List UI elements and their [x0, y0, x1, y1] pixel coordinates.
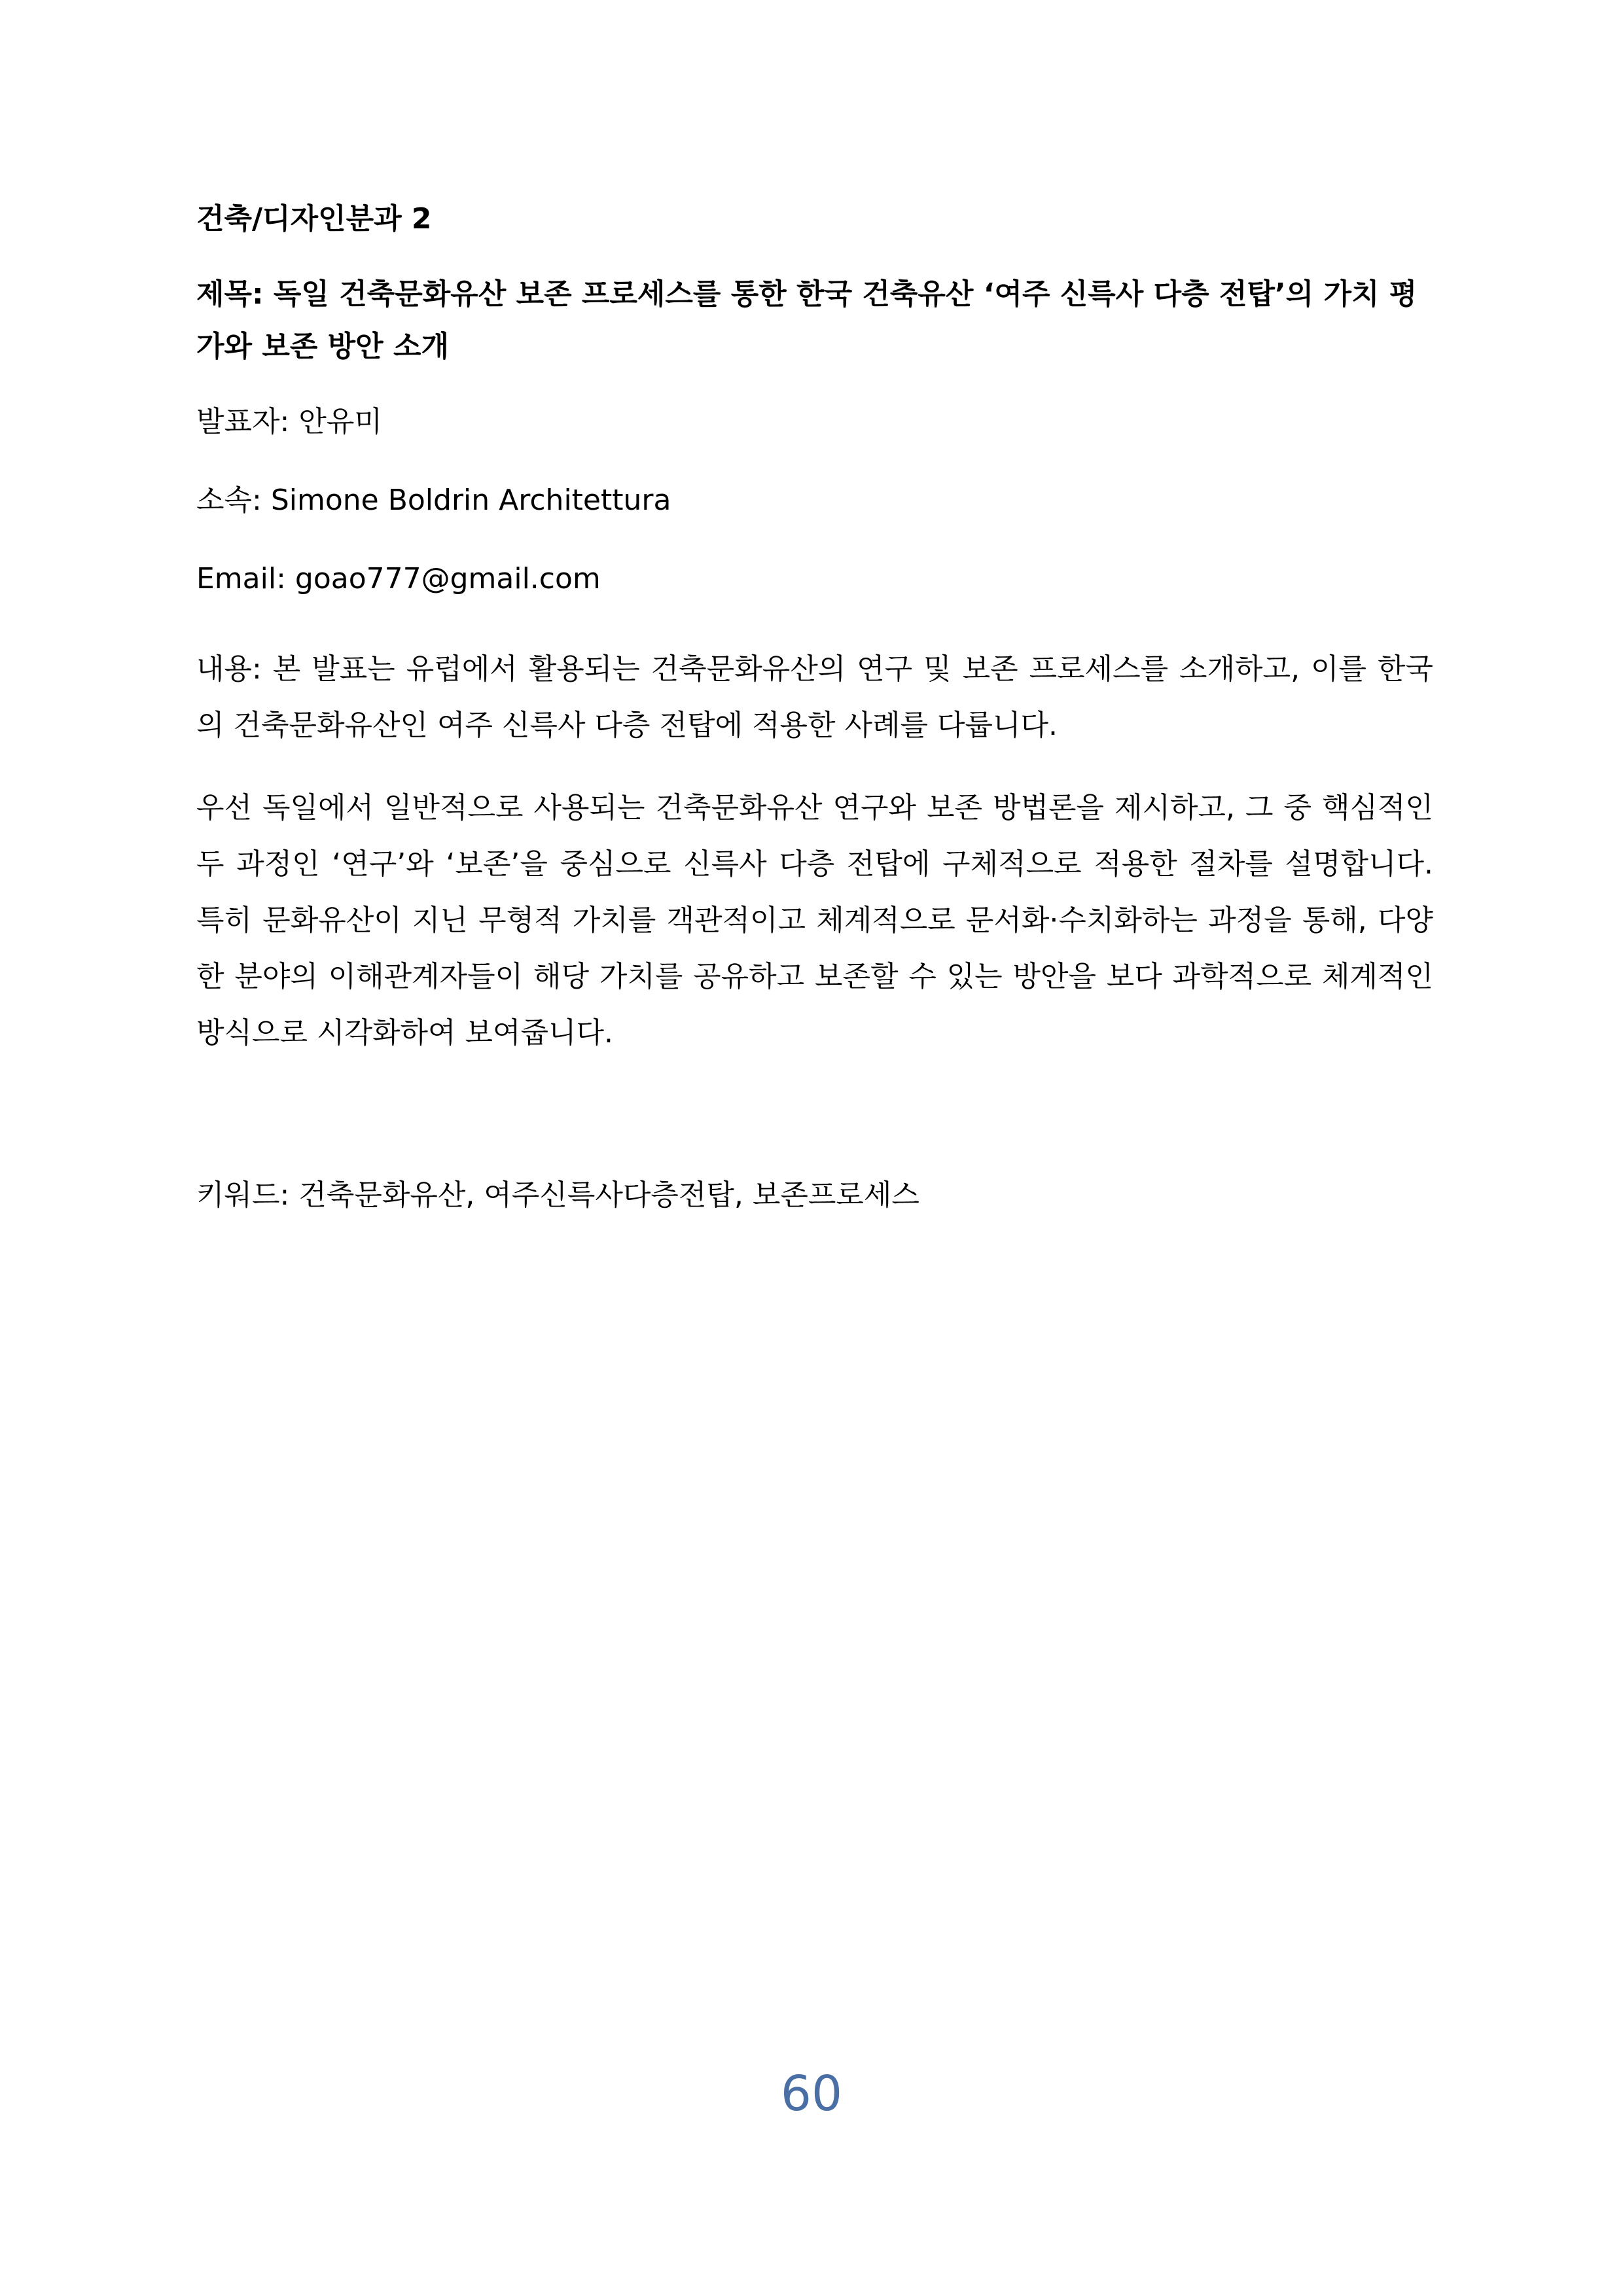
affiliation-line: 소속: Simone Boldrin Architettura: [196, 484, 671, 517]
document-title: 제목: 독일 건축문화유산 보존 프로세스를 통한 한국 건축유산 ‘여주 신륵사 다층 전탑’의 가치 평가와 보존 방안 소개: [196, 277, 1418, 363]
document-body: [196, 196, 1433, 1218]
page-number: 60: [780, 2066, 843, 2122]
content-paragraph-1: 내용: 본 발표는 유럽에서 활용되는 건축문화유산의 연구 및 보존 프로세스를 소개하고, 이를 한국의 건축문화유산인 여주 신륵사 다층 전탑에 적용한 사례를 다룹니다.: [196, 652, 1433, 742]
presenter-line: 발표자: 안유미: [196, 405, 382, 438]
section-label: 건축/디자인분과 2: [196, 202, 432, 236]
keywords-line: 키워드: 건축문화유산, 여주신륵사다층전탑, 보존프로세스: [196, 1178, 919, 1212]
content-paragraph-2: 우선 독일에서 일반적으로 사용되는 건축문화유산 연구와 보존 방법론을 제시하고, 그 중 핵심적인 두 과정인 ‘연구’와 ‘보존’을 중심으로 신륵사 다층 전탑에 구체적으로 적용한 절차를 설명합니다. 특히 문화유산이 지닌 무형적 가치를 객관적이고 체계적으로 문서화·수치화하는 과정을 통해, 다양한 분야의 이해관계자들이 해당 가치를 공유하고 보존할 수 있는 방안을 보다 과학적으로 체계적인 방식으로 시각화하여 보여줍니다.: [196, 791, 1433, 1050]
email-line: Email: goao777@gmail.com: [196, 562, 601, 595]
